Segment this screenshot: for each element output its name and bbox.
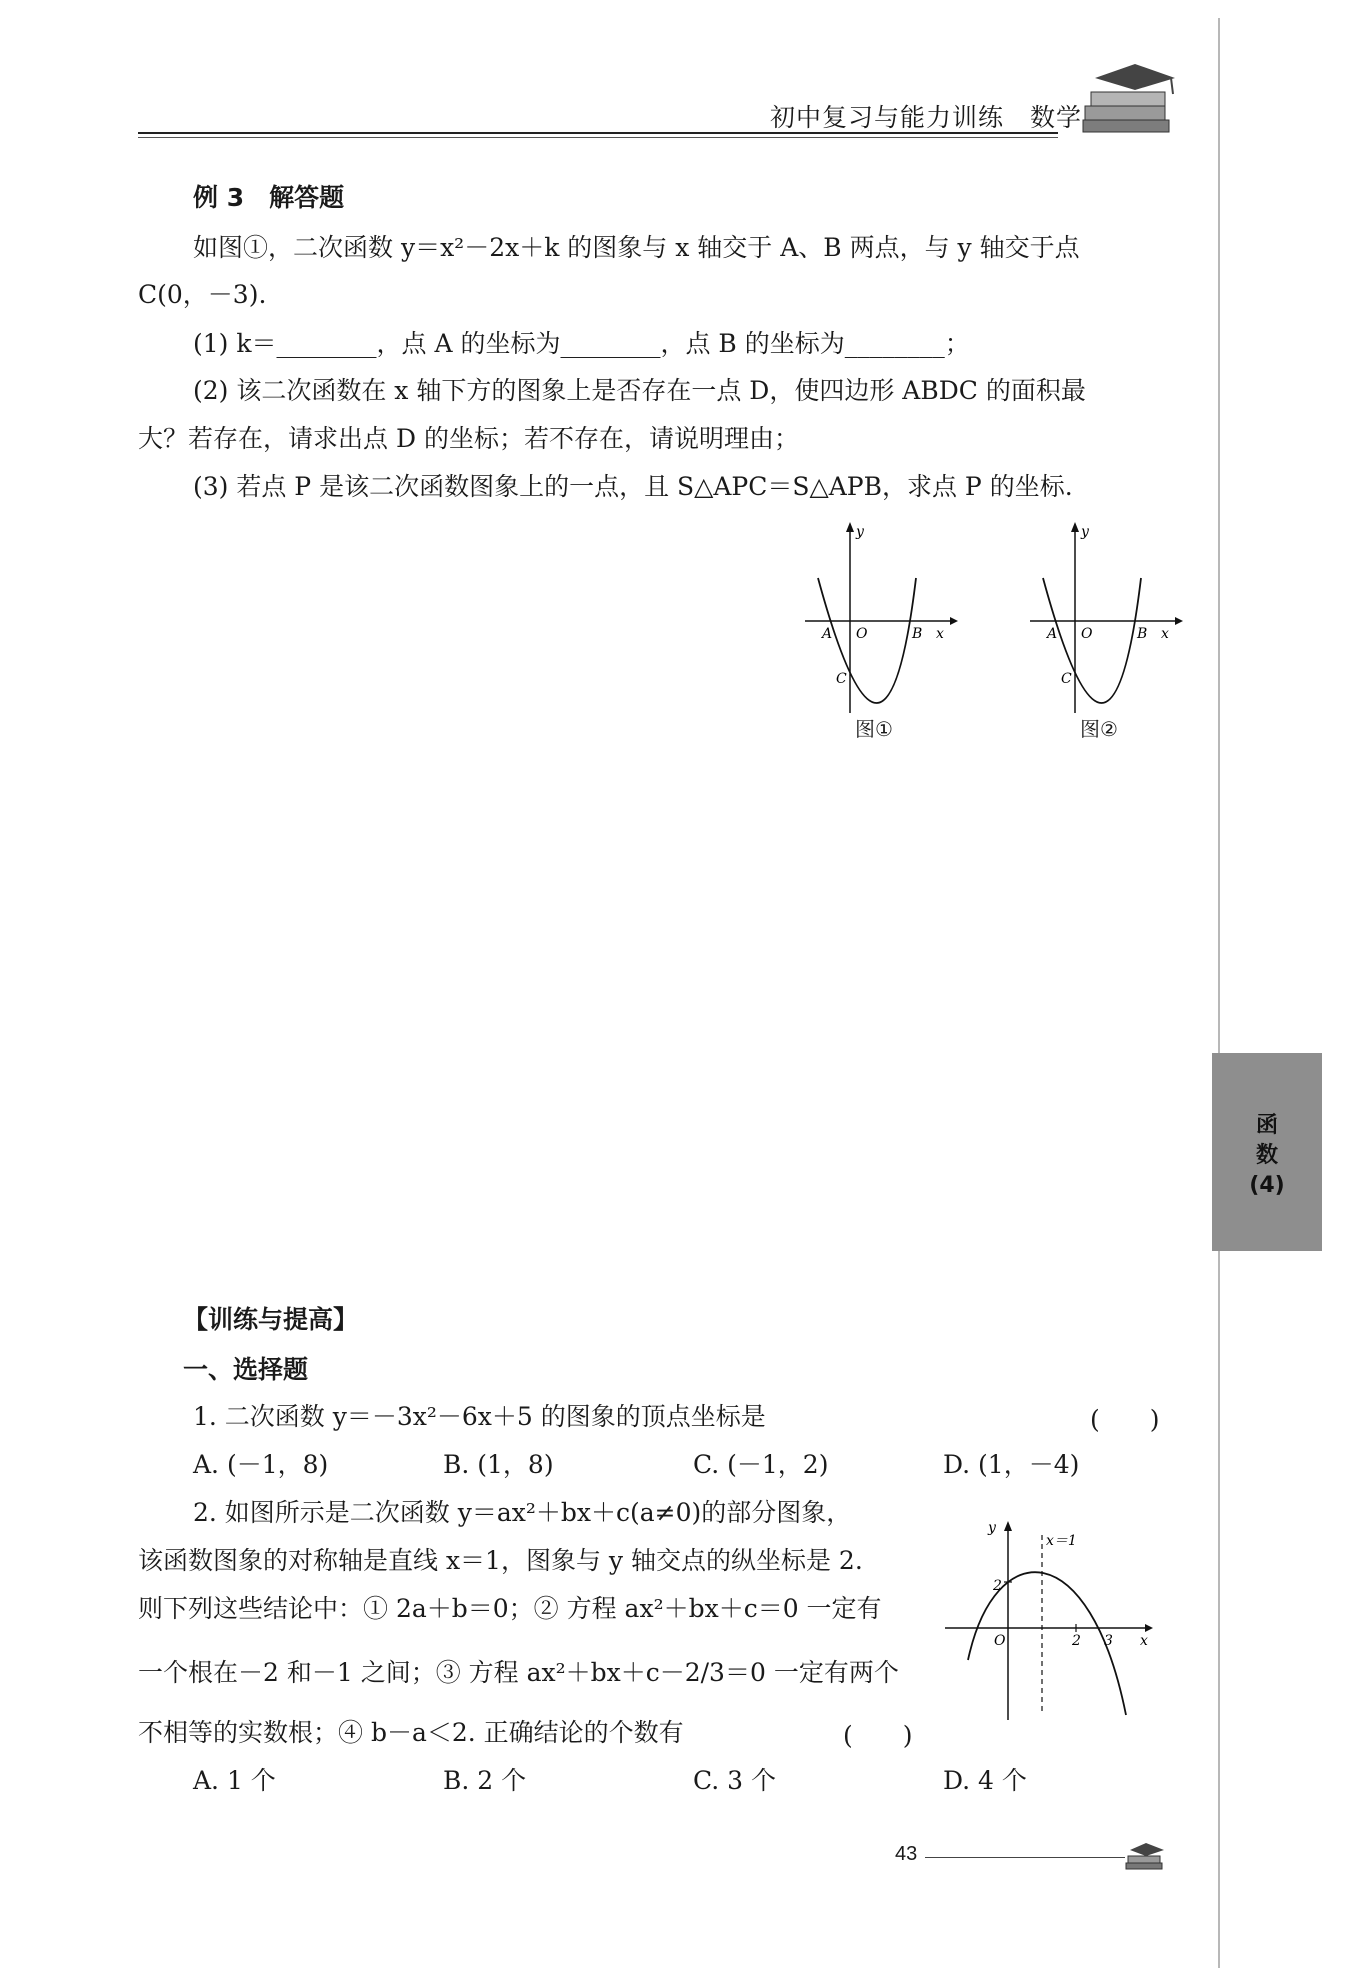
q1-stem: 1. 二次函数 y＝－3x²－6x＋5 的图象的顶点坐标是: [193, 1402, 766, 1431]
example-label: 例 3 解答题: [193, 183, 345, 212]
q2-line1: 2. 如图所示是二次函数 y＝ax²＋bx＋c(a≠0)的部分图象，: [193, 1498, 852, 1527]
svg-text:A: A: [822, 626, 833, 642]
svg-text:O: O: [856, 626, 868, 642]
q2-line3: 则下列这些结论中：① 2a＋b＝0；② 方程 ax²＋bx＋c＝0 一定有: [138, 1594, 882, 1623]
q2-option-b: B. 2 个: [443, 1766, 527, 1795]
header-title: 初中复习与能力训练 数学: [770, 103, 1083, 132]
figure-1-graph: [800, 518, 960, 718]
figure-1-caption: 图①: [855, 717, 893, 741]
svg-text:x: x: [1161, 626, 1169, 642]
svg-text:x: x: [936, 626, 944, 642]
svg-text:y: y: [856, 524, 864, 540]
example-q2-line1: (2) 该二次函数在 x 轴下方的图象上是否存在一点 D，使四边形 ABDC 的面积最: [193, 376, 1086, 405]
q1-answer-paren: ( ): [1090, 1405, 1160, 1434]
q2-parabola-graph: [940, 1515, 1160, 1727]
svg-text:O: O: [1081, 626, 1093, 642]
books-icon: [1075, 58, 1185, 138]
svg-text:C: C: [1061, 671, 1072, 687]
q2-answer-paren: ( ): [843, 1721, 913, 1750]
header-rule: [138, 132, 1058, 134]
q2-option-d: D. 4 个: [943, 1766, 1027, 1795]
svg-text:y: y: [1081, 524, 1089, 540]
q2-option-a: A. 1 个: [193, 1766, 276, 1795]
svg-text:x: x: [1140, 1633, 1148, 1649]
example-q1: (1) k＝________，点 A 的坐标为________，点 B 的坐标为________；: [193, 329, 970, 358]
svg-text:A: A: [1047, 626, 1058, 642]
example-stem-line1: 如图①，二次函数 y＝x²－2x＋k 的图象与 x 轴交于 A、B 两点，与 y 轴交于点: [193, 233, 1080, 262]
header-rule-thin: [138, 137, 1058, 138]
svg-text:2: 2: [1072, 1633, 1081, 1649]
figure-2-caption: 图②: [1080, 717, 1118, 741]
q1-option-c: C. (－1，2): [693, 1450, 829, 1479]
q1-option-d: D. (1，－4): [943, 1450, 1080, 1479]
page-number: 43: [895, 1843, 918, 1865]
example-q2-line2: 大？若存在，请求出点 D 的坐标；若不存在，请说明理由；: [138, 424, 799, 453]
q1-option-b: B. (1，8): [443, 1450, 554, 1479]
chapter-tab-line1: 函: [1255, 1113, 1278, 1138]
svg-text:x＝1: x＝1: [1046, 1533, 1077, 1549]
chapter-tab-line3: (4): [1249, 1173, 1285, 1198]
svg-text:B: B: [1137, 626, 1148, 642]
svg-text:3: 3: [1104, 1633, 1113, 1649]
example-stem-line2: C(0，－3).: [138, 280, 267, 309]
svg-text:O: O: [994, 1633, 1006, 1649]
page-edge-line: [1218, 18, 1220, 1968]
svg-text:2: 2: [993, 1578, 1002, 1594]
figure-2-graph: [1025, 518, 1185, 718]
chapter-tab-line2: 数: [1255, 1143, 1278, 1168]
footer-rule: [925, 1857, 1125, 1858]
svg-text:B: B: [912, 626, 923, 642]
svg-text:C: C: [836, 671, 847, 687]
q2-line4: 一个根在－2 和－1 之间；③ 方程 ax²＋bx＋c－2/3＝0 一定有两个: [138, 1658, 899, 1687]
q2-line2: 该函数图象的对称轴是直线 x＝1，图象与 y 轴交点的纵坐标是 2.: [138, 1546, 863, 1575]
example-q3: (3) 若点 P 是该二次函数图象上的一点，且 S△APC＝S△APB，求点 P 的坐标.: [193, 472, 1073, 501]
q2-line5: 不相等的实数根；④ b－a＜2. 正确结论的个数有: [138, 1718, 684, 1747]
chapter-tab: [1212, 1053, 1322, 1251]
books-icon-small: [1122, 1840, 1172, 1872]
svg-text:y: y: [988, 1520, 996, 1536]
q2-option-c: C. 3 个: [693, 1766, 776, 1795]
section-title: 一、选择题: [183, 1355, 309, 1384]
q1-option-a: A. (－1，8): [193, 1450, 329, 1479]
practice-title: 【训练与提高】: [183, 1305, 359, 1334]
